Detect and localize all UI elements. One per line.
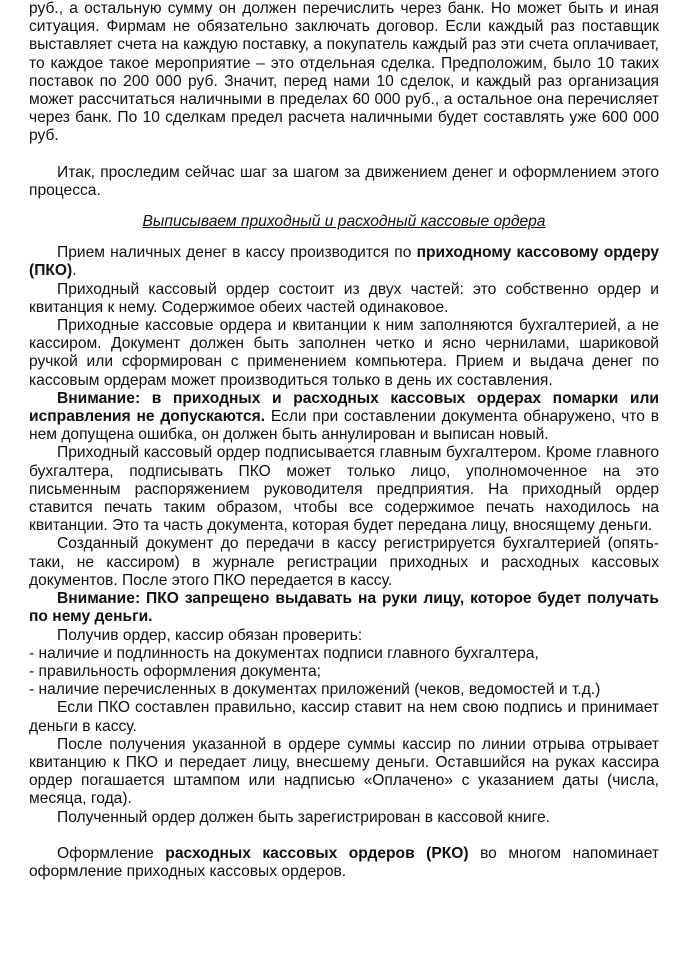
spacer xyxy=(29,827,659,845)
paragraph-cash-limit: руб., а остальную сумму он должен перечислить через банк. Но может быть и иная ситуация. Фирмам не обязательно заключать договор. Если каждый раз поставщик выставляет счета на каждую поставку, а покупатель каждый раз эти счета оплачивает, то каждое такое мероприятие – это отдельная сделка. Предположим, было 10 таких поставок по 200 000 руб. Значит, перед нами 10 сделок, и каждый раз организация может рассчитаться наличными в пределах 60 000 руб., а остальное она перечисляет через банк. По 10 сделкам предел расчета наличными будет составлять уже 600 000 руб. xyxy=(29,0,659,145)
paragraph-cashier-accepts: Если ПКО составлен правильно, кассир ставит на нем свою подпись и принимает деньги в кассу. xyxy=(29,699,659,735)
paragraph-attention-handover: Внимание: ПКО запрещено выдавать на руки лицу, которое будет получать по нему деньги. xyxy=(29,590,659,626)
paragraph-cashbook: Полученный ордер должен быть зарегистрирован в кассовой книге. xyxy=(57,808,550,826)
paragraph-attention-corrections: Внимание: в приходных и расходных кассовых ордерах помарки или исправления не допускаются. Если при составлении документа обнаружено, что в нем допущена ошибка, он должен быть аннулирован и выписан новый. xyxy=(29,389,659,444)
paragraph-rko: Оформление расходных кассовых ордеров (РКО) во многом напоминает оформление приходных кассовых ордеров. xyxy=(29,844,659,880)
paragraph-pko-intro: Прием наличных денег в кассу производится по приходному кассовому ордеру (ПКО). xyxy=(29,244,659,280)
paragraph-pko-signature: Приходный кассовый ордер подписывается главным бухгалтером. Кроме главного бухгалтера, подписывать ПКО может только лицо, уполномоченное на это письменным распоряжением руководителя предприятия. На приходный ордер ставится печать таким образом, чтобы все содержимое печать находилось на квитанции. Это та часть документа, которая будет передана лицу, вносящему деньги. xyxy=(29,444,659,535)
spacer xyxy=(29,146,659,164)
list-item: - наличие перечисленных в документах приложений (чеков, ведомостей и т.д.) xyxy=(29,681,601,699)
list-item: - правильность оформления документа; xyxy=(29,662,322,680)
paragraph-pko-registration: Созданный документ до передачи в кассу регистрируется бухгалтерией (опять-таки, не кассиром) в журнале регистрации приходных и расходных кассовых документов. После этого ПКО передается в кассу. xyxy=(29,535,659,589)
paragraph-pko-parts: Приходный кассовый ордер состоит из двух частей: это собственно ордер и квитанция к нему. Содержимое обеих частей одинаковое. xyxy=(29,280,659,316)
paragraph-intro: Итак, проследим сейчас шаг за шагом за движением денег и оформлением этого процесса. xyxy=(29,163,659,199)
paragraph-cashier-check: Получив ордер, кассир обязан проверить: xyxy=(57,626,363,644)
paragraph-receipt-tearoff: После получения указанной в ордере суммы кассир по линии отрыва отрывает квитанцию к ПКО и передает лицу, внесшему деньги. Оставшийся на руках кассира ордер погашается штампом или надписью «Оплачено» с указанием даты (числа, месяца, года). xyxy=(29,735,659,808)
section-heading: Выписываем приходный и расходный кассовые ордера xyxy=(142,213,546,231)
list-item: - наличие и подлинность на документах подписи главного бухгалтера, xyxy=(29,644,539,662)
paragraph-pko-filling: Приходные кассовые ордера и квитанции к ним заполняются бухгалтерией, а не кассиром. Документ должен быть заполнен четко и ясно чернилами, шариковой ручкой или сформирован с применением компьютера. Прием и выдача денег по кассовым ордерам может производиться только в день их составления. xyxy=(29,317,659,389)
